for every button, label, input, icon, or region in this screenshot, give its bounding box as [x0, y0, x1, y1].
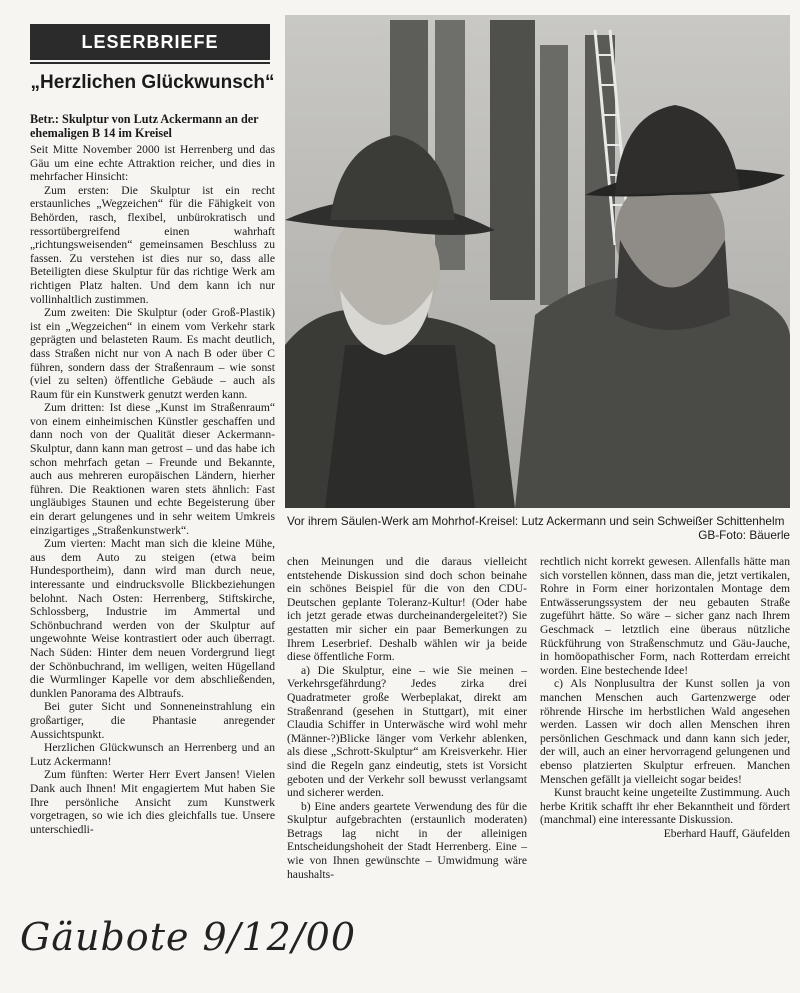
paragraph: Zum fünften: Werter Herr Evert Jansen! Vielen Dank auch Ihnen! Mit engagiertem Mut haben Sie Ihre persönliche Ansicht zum Kunstwerk vorgetragen, so wie ich dies gleichfalls tue. Unsere unterschiedli- — [30, 768, 275, 836]
article-column-3 — [540, 555, 790, 840]
paragraph: Kunst braucht keine ungeteilte Zustimmung. Auch herbe Kritik schafft ihr eher Bekanntheit und fördert (manchmal) eine interessante Diskussion. — [540, 786, 790, 827]
caption-text: Vor ihrem Säulen-Werk am Mohrhof-Kreisel: Lutz Ackermann und sein Schweißer Schittenhelm — [287, 514, 785, 528]
paragraph: Zum ersten: Die Skulptur ist ein recht erstaunliches „Wegzeichen“ für die Fähigkeit von Behörden, rasch, flexibel, unbürokratisch und ressortübergreifend einen wahrhaft „richtungsweisenden“ gemeinsamen Beschluss zu fassen. Zu verstehen ist dies nur so, dass alle Beteiligten diese Skulptur für das richtige Werk am richtigen Platz halten. Und dem kann ich nur vollinhaltlich zustimmen. — [30, 183, 275, 306]
paragraph: chen Meinungen und die daraus vielleicht entstehende Diskussion sind doch schon beinahe ein schönes Beispiel für die von den CDU-Deutschen geplante Toleranz-Kultur! (Oder habe ich jetzt gerade etwas durcheinandergeleitet?) Sie gestatten mir sicher ein paar Bemerkungen zu Ihrem Leserbrief. Deshalb wählen wir ja beide diese öffentliche Form. — [287, 555, 527, 664]
article-column-1 — [30, 143, 275, 836]
photo-caption — [287, 514, 790, 542]
photo-illustration — [285, 15, 790, 508]
article-column-2 — [287, 555, 527, 881]
photo-sculpture-artists — [285, 15, 790, 508]
photo-credit: GB-Foto: Bäuerle — [698, 528, 790, 542]
signature: Eberhard Hauff, Gäufelden — [663, 826, 790, 840]
headline: „Herzlichen Glückwunsch“ — [30, 72, 275, 93]
paragraph: Zum vierten: Macht man sich die kleine Mühe, aus dem Auto zu steigen (etwa beim Hundesportheim), dann wird man durch neue, interessante und eindrucksvolle Blickbeziehungen belohnt. Nach Osten: Herrenberg, Stiftskirche, Schlossberg, Industrie im Ammertal und Schönbuchrand werden von der Skulptur auf ungewohnte Weise kontrastiert oder auch überragt. Nach Süden: Hinter dem neuen Vordergrund liegt der Schönbuchrand, im welligen, weiten Hügelland die Wurmlinger Kapelle vor dem abschließenden, dunklen Panorama des Albtraufs. — [30, 537, 275, 700]
paragraph: c) Als Nonplusultra der Kunst sollen ja von manchen Menschen auch Gartenzwerge oder röhrende Hirsche im herbstlichen Wald angesehen werden. Lassen wir doch allen Menschen ihren persönlichen Geschmack und dann kann sich jeder, der will, auch an einer hervorragend gelungenen und ebenso platzierten Skulptur erfreuen. Manchen Menschen gefällt ja vielleicht sogar beides! — [540, 677, 790, 786]
paragraph: a) Die Skulptur, eine – wie Sie meinen – Verkehrsgefährdung? Jedes zirka drei Quadratmeter große Werbeplakat, direkt am Straßenrand (gesehen in Stuttgart), mit einer Claudia Schiffer in Unterwäsche wird wohl mehr (Männer-?)Blicke länger vom Verkehr ablenken, als diese „Schrott-Skulptur“ am Kreisverkehr. Hier sind die Regeln ganz eindeutig, stets ist Vorsicht geboten und der Verkehr soll bewusst verlangsamt und sicherer werden. — [287, 663, 527, 800]
handwritten-note: Gäubote 9/12/00 — [20, 915, 357, 959]
paragraph: Bei guter Sicht und Sonneneinstrahlung ein großartiger, die Phantasie anregender Aussichtspunkt. — [30, 700, 275, 741]
subheadline: Betr.: Skulptur von Lutz Ackermann an der ehemaligen B 14 im Kreisel — [30, 112, 259, 140]
section-rule — [30, 62, 270, 64]
paragraph: Zum zweiten: Die Skulptur (oder Groß-Plastik) ist ein „Wegzeichen“ in einem vom Verkehr stark geprägten und belasteten Raum. Es macht deutlich, dass Straßen nicht nur von A nach B oder über C führen, sondern dass der Straßenraum – wie sonst (viel zu selten) öffentliche Gebäude – auch als Raum für ein Kunstwerk genutzt werden kann. — [30, 306, 275, 401]
paragraph: Zum dritten: Ist diese „Kunst im Straßenraum“ von einem einheimischen Künstler geschaffen und dann noch von der Qualität dieser Ackermann-Skulptur, dann kann man getrost – und das habe ich schon mehrfach getan – Freunde und Bekannte, auch aus mehreren europäischen Ländern, hierher führen. Die Reaktionen waren stets ähnlich: Fast ungläubiges Staunen und echte Begeisterung über ein derart gelungenes und in sehr weitem Umkreis einzigartiges „Straßenkunstwerk“. — [30, 401, 275, 537]
section-label: LESERBRIEFE — [30, 24, 270, 60]
paragraph: Seit Mitte November 2000 ist Herrenberg und das Gäu um eine echte Attraktion reicher, und dies in mehrfacher Hinsicht: — [30, 143, 275, 184]
paragraph: b) Eine anders geartete Verwendung des für die Skulptur aufgebrachten (erstaunlich moderaten) Betrags lag nicht in der alleinigen Entscheidungshoheit der Stadt Herrenberg. Eine – wie von Ihnen gewünschte – Umwidmung wäre haushalts- — [287, 799, 527, 881]
paragraph: rechtlich nicht korrekt gewesen. Allenfalls hätte man sich vorstellen können, dass man die, jetzt vertikalen, Rohre in Form einer horizontalen Montage dem Entwässerungssystem der neu gebauten Straße zugeführt hätte. So wäre – sicher ganz nach Ihrem Geschmack – letztlich eine überaus nützliche Rückführung von Straßenschmutz und Gäu-Jauche, in homöopathischer Form, nach Rotterdam erreicht worden. Eine bestechende Idee! — [540, 555, 790, 677]
paragraph: Herzlichen Glückwunsch an Herrenberg und an Lutz Ackermann! — [30, 741, 275, 768]
